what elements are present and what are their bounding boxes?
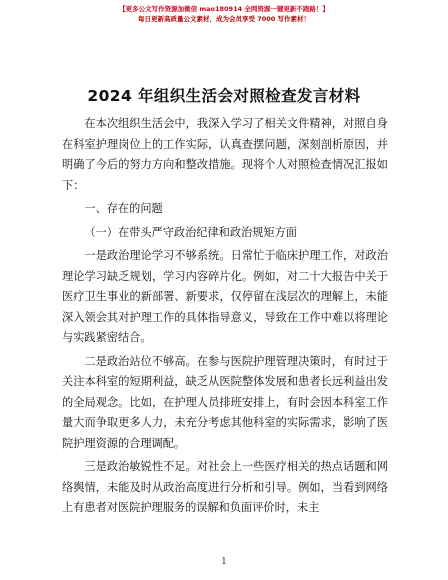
promo-banner-line-1: 【更多公文写作资源加微信 mao180914 全网资源一键更新不跑路！】 bbox=[119, 5, 329, 13]
page-number: 1 bbox=[221, 557, 227, 567]
paragraph-point-2: 二是政治站位不够高。在参与医院护理管理决策时，有时过于关注本科室的短期利益，缺乏从医院整体发展和患者长远利益出发的全局观念。比如，在护理人员排班安排上，有时会因本科室工作量大而争取更多人力，未充分考虑其他科室的实际需求，影响了医院护理资源的合理调配。 bbox=[62, 354, 388, 450]
section-heading-1: 一、存在的问题 bbox=[84, 202, 163, 215]
paragraph-point-1: 一是政治理论学习不够系统。日常忙于临床护理工作，对政治理论学习缺乏规划，学习内容碎片化。例如，对二十大报告中关于医疗卫生事业的新部署、新要求，仅停留在浅层次的理解上，未能深入领会其对护理工作的具体指导意义，导致在工作中难以将理论与实践紧密结合。 bbox=[62, 249, 388, 344]
intro-paragraph: 在本次组织生活会中，我深入学习了相关文件精神，对照自身在科室护理岗位上的工作实际，认真查摆问题，深刻剖析原因，并明确了今后的努力方向和整改措施。现将个人对照检查情况汇报如下： bbox=[62, 117, 388, 192]
promo-banner bbox=[0, 4, 448, 24]
document-title: 2024 年组织生活会对照检查发言材料 bbox=[87, 87, 361, 105]
document-body bbox=[62, 114, 388, 522]
subsection-heading-1: （一）在带头严守政治纪律和政治规矩方面 bbox=[84, 225, 297, 239]
promo-banner-line-2: 每日更新高质量公文素材，成为会员享受 7000 写作素材！ bbox=[137, 15, 311, 23]
paragraph-point-3: 三是政治敏锐性不足。对社会上一些医疗相关的热点话题和网络舆情，未能及时从政治高度进行分析和引导。例如，当看到网络上有患者对医院护理服务的误解和负面评价时，未主 bbox=[62, 460, 388, 514]
